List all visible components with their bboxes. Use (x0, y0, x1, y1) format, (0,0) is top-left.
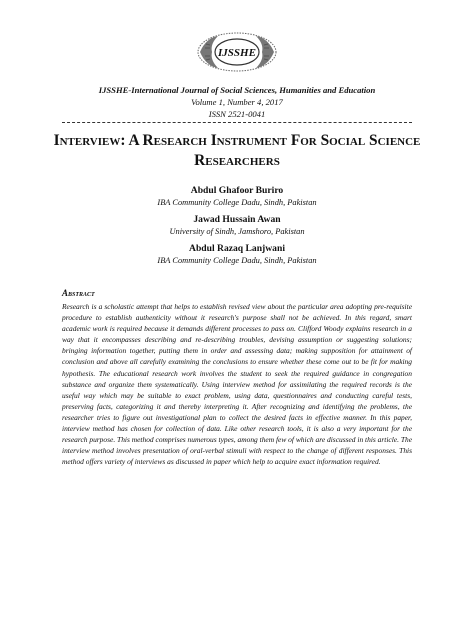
journal-volume: Volume 1, Number 4, 2017 (191, 97, 283, 107)
journal-logo (196, 30, 278, 74)
journal-issn: ISSN 2521-0041 (208, 109, 266, 119)
author-affiliation: IBA Community College Dadu, Sindh, Pakistan (157, 256, 317, 265)
logo-text: IJSSHE (218, 47, 256, 59)
paper-title: Interview: A Research Instrument For Social Science Researchers (53, 132, 421, 169)
author-affiliation: IBA Community College Dadu, Sindh, Pakistan (157, 198, 317, 207)
header-divider (62, 122, 412, 123)
author-affiliation: University of Sindh, Jamshoro, Pakistan (169, 227, 305, 236)
abstract-body: Research is a scholastic attempt that helps to establish revised view about the particular area adopting pre-requisite procedure to establish authenticity without it research's purpose shall not be achieved. In this regard, smart academic work is required because it demands different processes to pass on. Clifford Woody explains research in a way that it encompasses describing and re-describing troubles, devising assumption or suggesting solutions; bringing information together, putting them in order and assessing data; making supposition for attainment of conclusion and above all carefully examining the conclusions to ensure whether these come out to be fit for making hypothesis. The educational research work involves the student to seek the required guidance in congregation substance and organize them systematically. Using interview method for assimilating the required records is the useful way which may be suitable to exact problem, using data, questionnaires and conducting careful tests, preserving facts, categorizing it and thereby interpreting it. After recognizing and identifying the problems, the researcher tries to figure out investigational plan to collect the desired facts in effective manner. In this paper, interview method has chosen for collection of data. Like other research tools, it is also a very important for the research purpose. This method comprises numerous types, among them few of which are discussed in this article. The interview method involves presentation of oral-verbal stimuli with respect to the change of different responses. This method offers variety of interviews as discussed in paper which help to acquire exact information required. (62, 302, 412, 467)
author-name: Abdul Razaq Lanjwani (189, 243, 285, 254)
author-name: Abdul Ghafoor Buriro (190, 185, 284, 196)
author-name: Jawad Hussain Awan (193, 214, 281, 225)
abstract-heading: Abstract (62, 288, 95, 298)
journal-name: IJSSHE-International Journal of Social Sciences, Humanities and Education (98, 85, 376, 95)
